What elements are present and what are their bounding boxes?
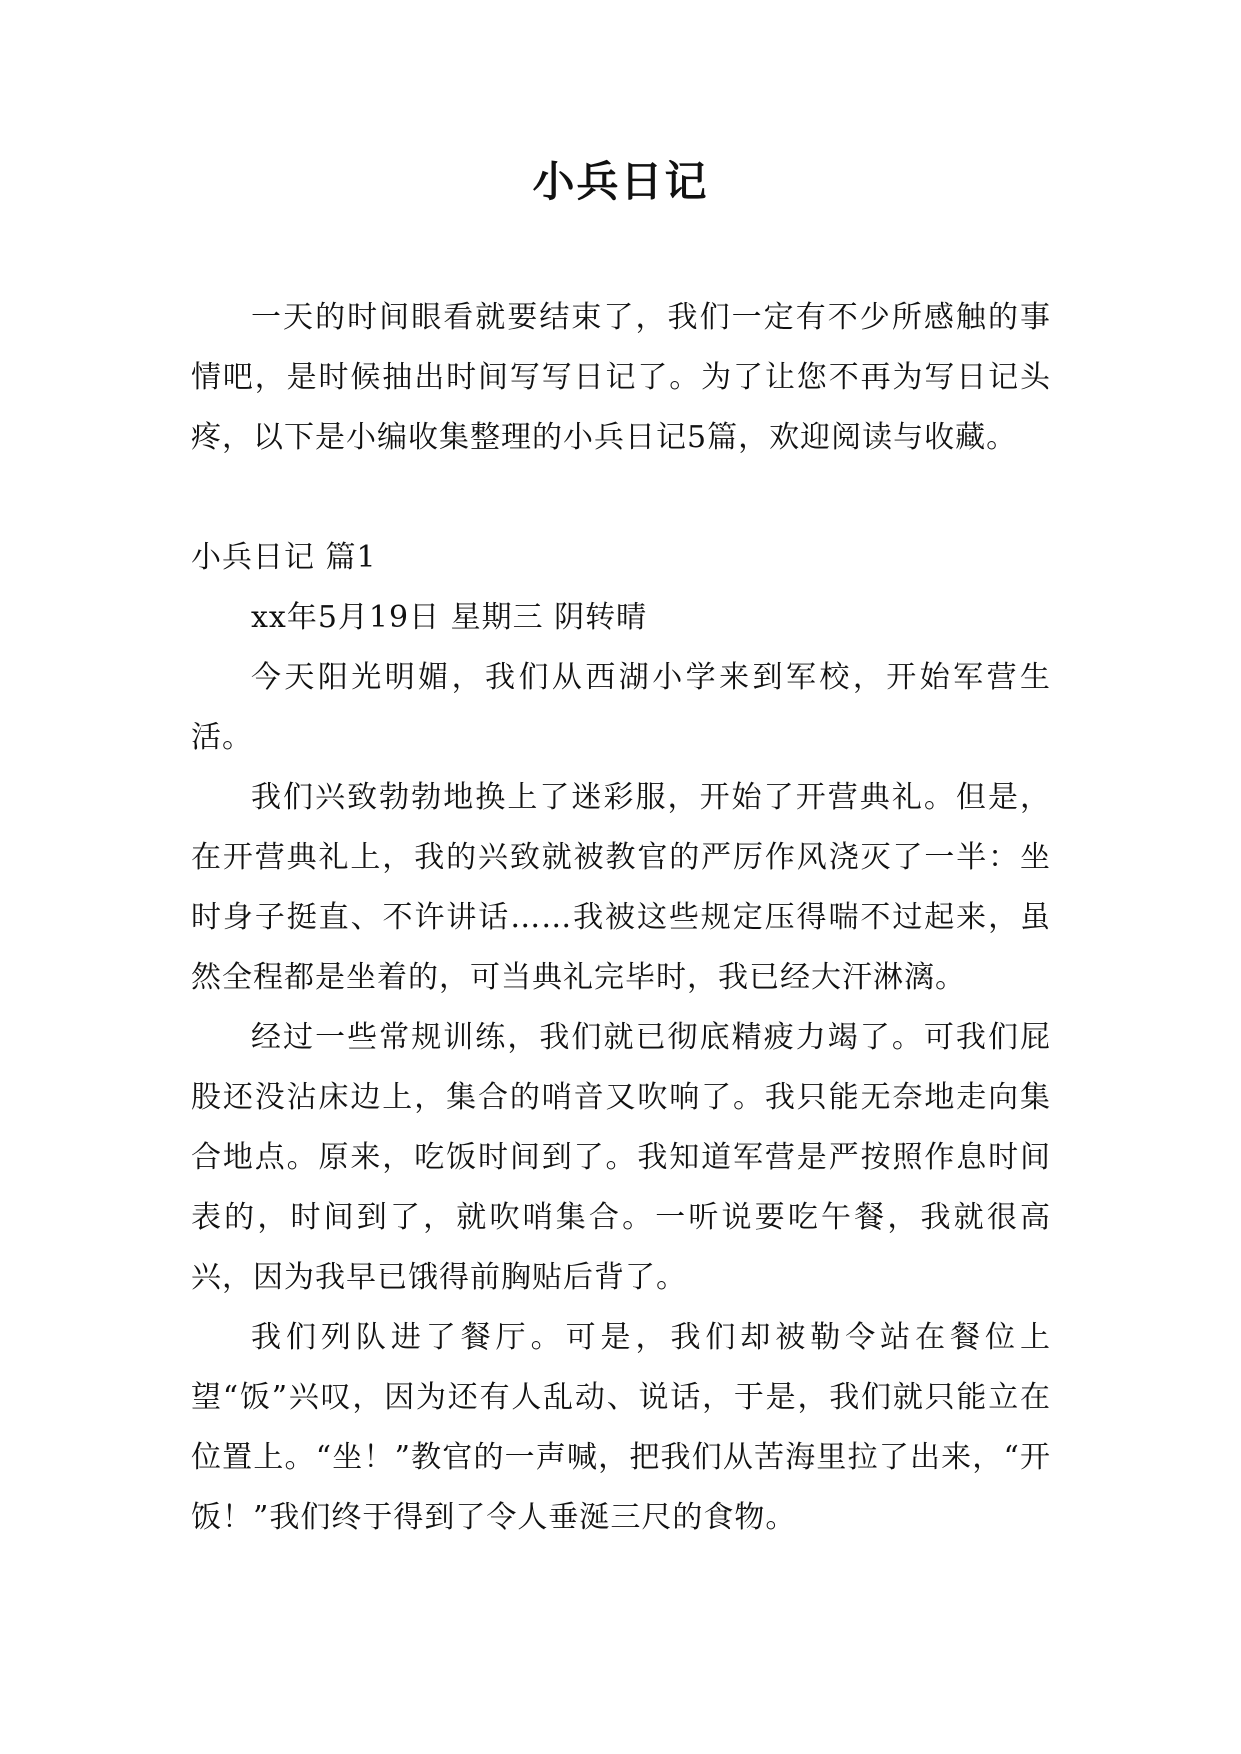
intro-paragraph: 一天的时间眼看就要结束了，我们一定有不少所感触的事情吧，是时候抽出时间写写日记了。为了让您不再为写日记头疼，以下是小编收集整理的小兵日记5篇，欢迎阅读与收藏。 <box>191 300 1051 455</box>
body-paragraph: 经过一些常规训练，我们就已彻底精疲力竭了。可我们屁股还没沾床边上，集合的哨音又吹响了。我只能无奈地走向集合地点。原来，吃饭时间到了。我知道军营是严按照作息时间表的，时间到了，就吹哨集合。一听说要吃午餐，我就很高兴，因为我早已饿得前胸贴后背了。 <box>191 1020 1051 1295</box>
document-title: 小兵日记 <box>532 157 709 206</box>
body-paragraph: 我们兴致勃勃地换上了迷彩服，开始了开营典礼。但是，在开营典礼上，我的兴致就被教官的严厉作风浇灭了一半：坐时身子挺直、不许讲话……我被这些规定压得喘不过起来，虽然全程都是坐着的，可当典礼完毕时，我已经大汗淋漓。 <box>191 780 1051 995</box>
section-heading: 小兵日记 篇1 <box>191 540 377 575</box>
document-body <box>191 288 1051 1548</box>
body-paragraph: 我们列队进了餐厅。可是，我们却被勒令站在餐位上望“饭”兴叹，因为还有人乱动、说话，于是，我们就只能立在位置上。“坐！”教官的一声喊，把我们从苦海里拉了出来，“开饭！”我们终于得到了令人垂涎三尺的食物。 <box>191 1320 1051 1535</box>
diary-date-line: xx年5月19日 星期三 阴转晴 <box>251 600 648 635</box>
body-paragraph: 今天阳光明媚，我们从西湖小学来到军校，开始军营生活。 <box>191 660 1051 755</box>
